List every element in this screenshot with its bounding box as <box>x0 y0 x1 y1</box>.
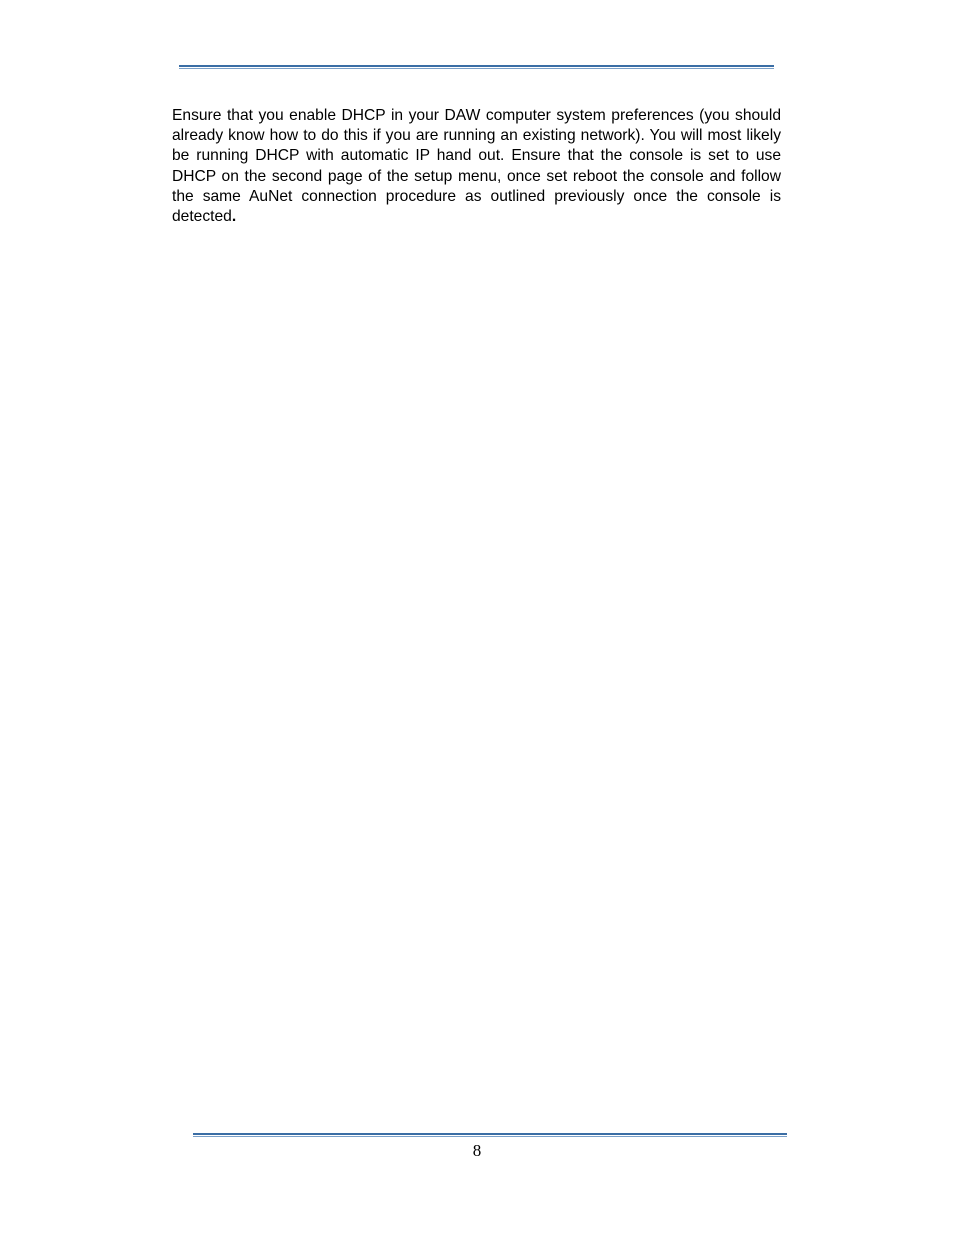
footer-rule <box>193 1133 787 1137</box>
header-rule-thin <box>179 68 774 69</box>
body-paragraph <box>172 106 781 227</box>
header-rule <box>179 65 774 69</box>
header-rule-thick <box>179 65 774 67</box>
body-paragraph-text: Ensure that you enable DHCP in your DAW computer system preferences (you should already know how to do this if you are running an existing network). You will most likely be running DHCP with automatic IP hand out. Ensure that the console is set to use DHCP on the second page of the setup menu, once set reboot the console and follow the same AuNet connection procedure as outlined previously once the console is detected <box>172 107 781 226</box>
footer-rule-thin <box>193 1136 787 1137</box>
page-number: 8 <box>472 1141 482 1160</box>
body-paragraph-end: . <box>231 208 237 226</box>
footer-rule-thick <box>193 1133 787 1135</box>
